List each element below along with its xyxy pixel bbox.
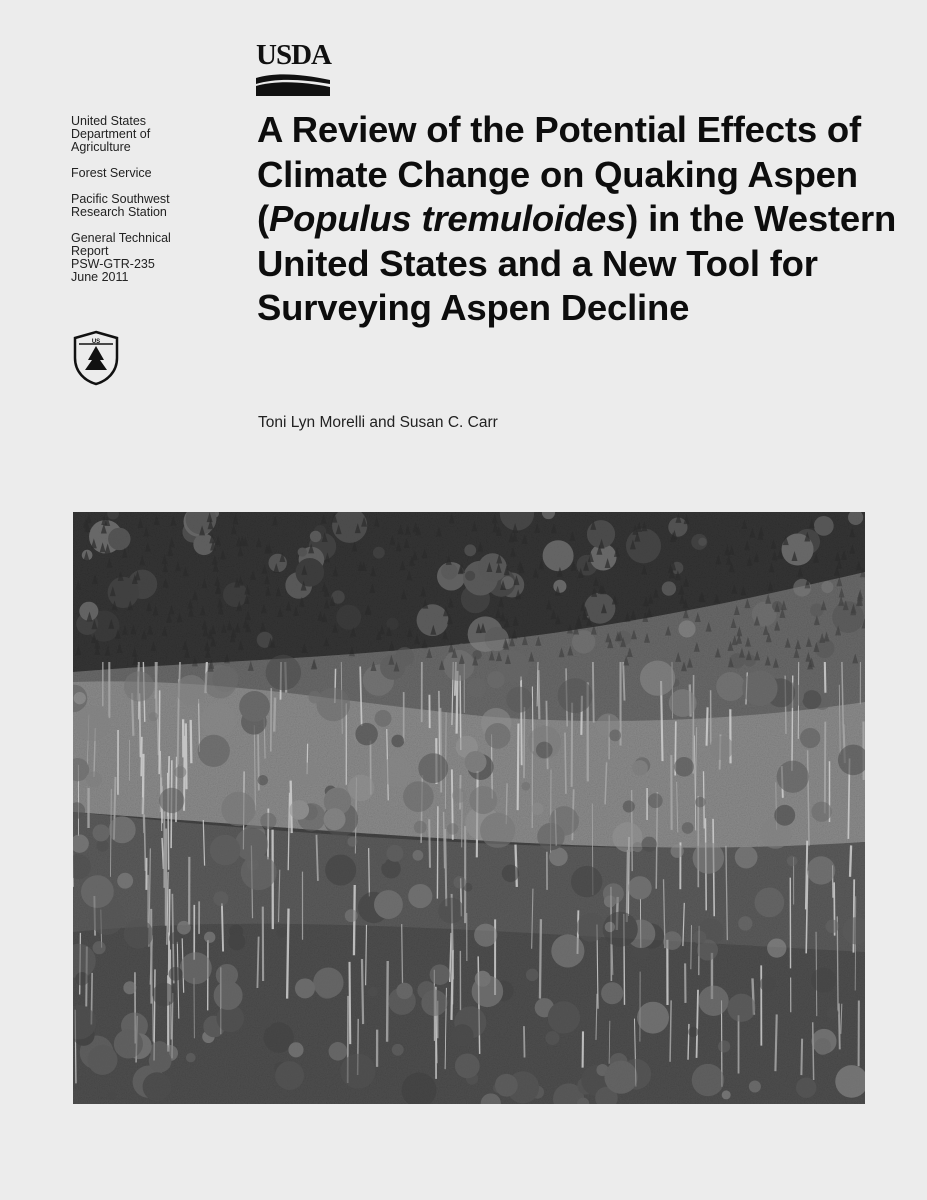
authors: Toni Lyn Morelli and Susan C. Carr: [258, 414, 498, 431]
forest-service-shield-icon: [71, 330, 121, 386]
title-part-1: A Review of the Potential Effects of Climate Change on Quaking Aspen (: [257, 109, 861, 239]
title-species-italic: Populus tremuloides: [268, 198, 627, 239]
agency-sidebar: [71, 115, 231, 297]
shield-text: US: [91, 339, 101, 345]
agency-department: United States Department of Agriculture: [71, 114, 151, 154]
report-number: General Technical Report PSW-GTR-235 June 2011: [71, 231, 171, 284]
title-part-2: ) in the Western United States and a New Tool for Surveying Aspen Decline: [257, 198, 897, 328]
usda-logo-swoosh-icon: [256, 70, 330, 96]
document-title: [257, 108, 897, 331]
usda-logo: [256, 40, 330, 96]
cover-photo-aspen-forest: [73, 512, 865, 1104]
usda-logo-text: USDA: [256, 39, 331, 71]
agency-station: Pacific Southwest Research Station: [71, 192, 170, 219]
agency-service: Forest Service: [71, 166, 152, 180]
